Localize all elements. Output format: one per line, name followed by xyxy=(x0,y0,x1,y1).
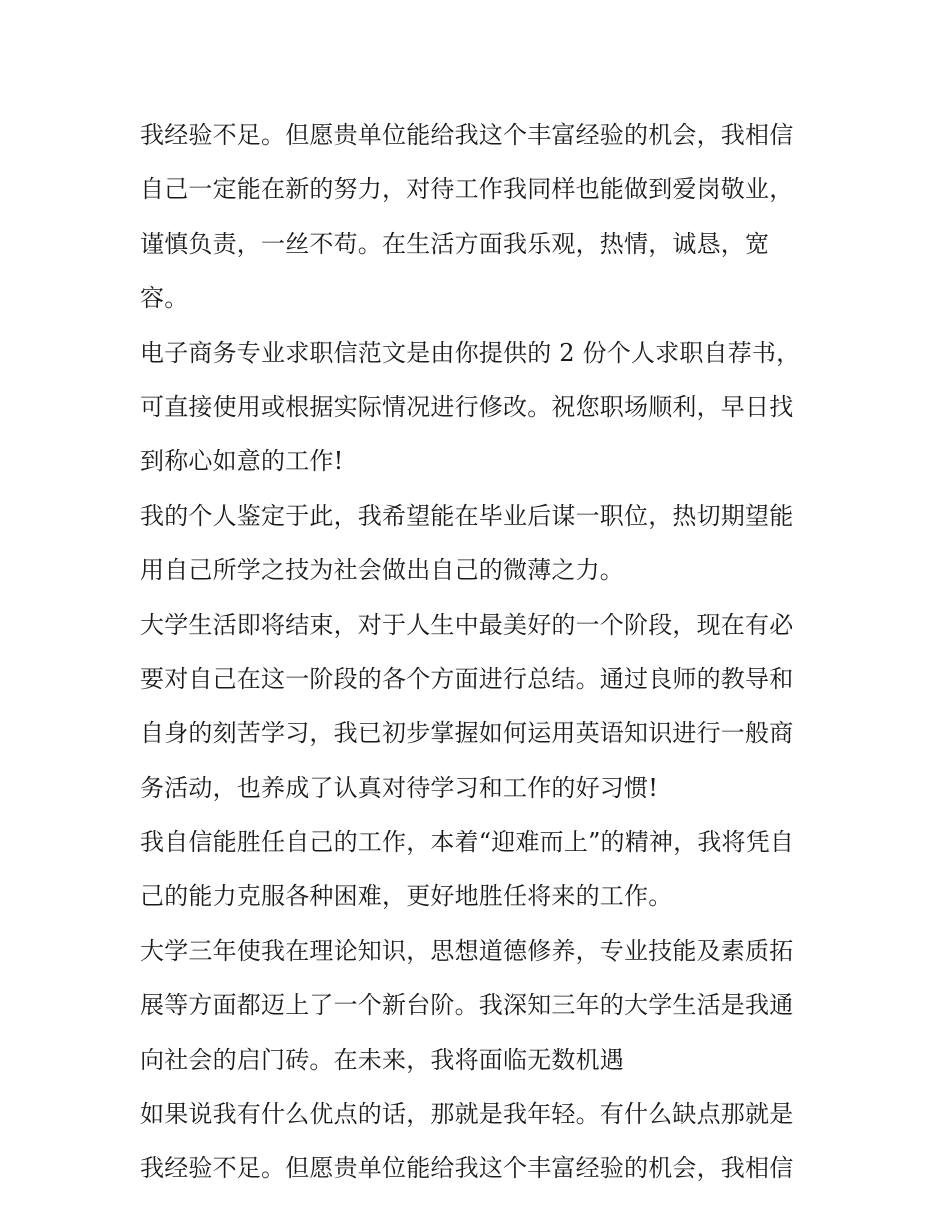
text-line: 自身的刻苦学习，我已初步掌握如何运用英语知识进行一般商 xyxy=(140,719,794,748)
text-line: 己的能力克服各种困难，更好地胜任将来的工作。 xyxy=(140,882,673,911)
text-line: 容。 xyxy=(140,284,189,313)
text-line: 我自信能胜任自己的工作，本着“迎难而上”的精神，我将凭自 xyxy=(140,828,795,857)
document-body xyxy=(140,108,820,1196)
text-line: 用自己所学之技为社会做出自己的微薄之力。 xyxy=(140,556,624,585)
text-line: 自己一定能在新的努力，对待工作我同样也能做到爱岗敬业， xyxy=(140,175,794,204)
text-line: 可直接使用或根据实际情况进行修改。祝您职场顺利，早日找 xyxy=(140,392,794,421)
text-line: 如果说我有什么优点的话，那就是我年轻。有什么缺点那就是 xyxy=(140,1100,794,1129)
text-line: 我经验不足。但愿贵单位能给我这个丰富经验的机会，我相信 xyxy=(140,1154,794,1183)
text-line: 展等方面都迈上了一个新台阶。我深知三年的大学生活是我通 xyxy=(140,991,794,1020)
text-line: 到称心如意的工作! xyxy=(140,447,344,476)
text-line: 要对自己在这一阶段的各个方面进行总结。通过良师的教导和 xyxy=(140,664,794,693)
text-line: 我的个人鉴定于此，我希望能在毕业后谋一职位，热切期望能 xyxy=(140,501,794,530)
text-line: 大学三年使我在理论知识，思想道德修养，专业技能及素质拓 xyxy=(140,936,794,965)
text-line: 谨慎负责，一丝不苟。在生活方面我乐观，热情，诚恳，宽 xyxy=(140,229,770,258)
text-line: 务活动，也养成了认真对待学习和工作的好习惯! xyxy=(140,773,659,802)
text-line: 电子商务专业求职信范文是由你提供的 2 份个人求职自荐书， xyxy=(140,338,801,367)
text-line: 大学生活即将结束，对于人生中最美好的一个阶段，现在有必 xyxy=(140,610,794,639)
text-line: 我经验不足。但愿贵单位能给我这个丰富经验的机会，我相信 xyxy=(140,121,794,149)
text-line: 向社会的启门砖。在未来，我将面临无数机遇 xyxy=(140,1045,624,1074)
